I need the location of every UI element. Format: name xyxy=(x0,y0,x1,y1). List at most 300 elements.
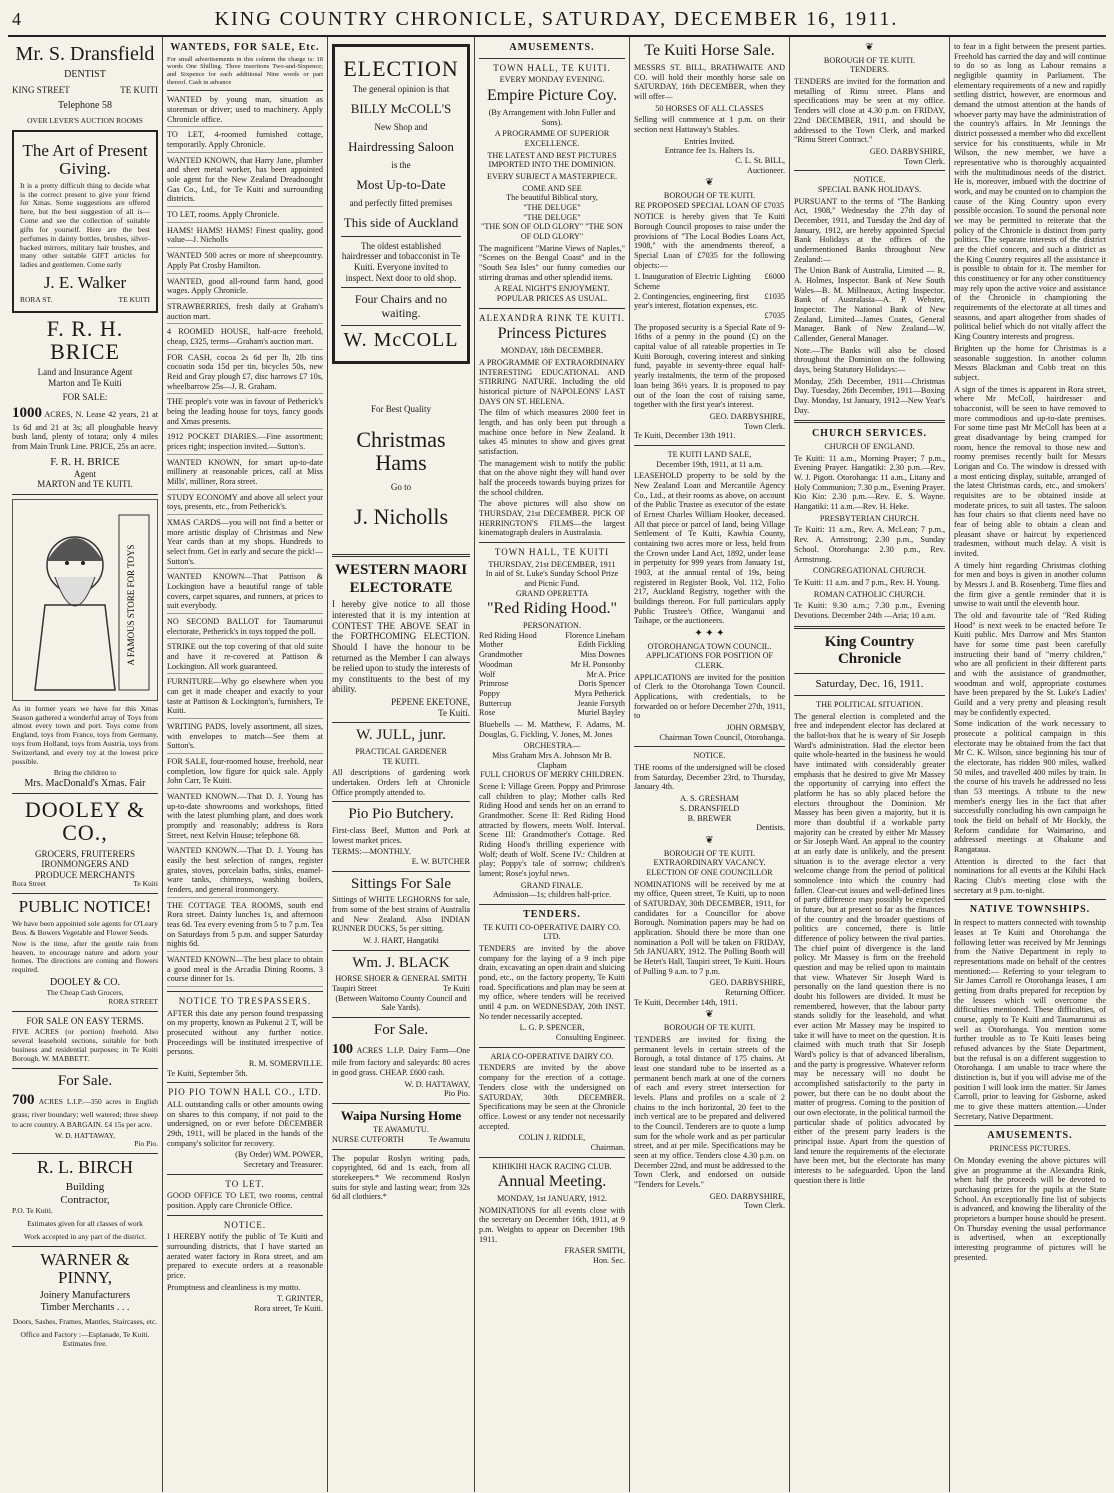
classified-ad: FURNITURE—Why go elsewhere when you can get it made cheaper and exactly to your taste at Pattison & Lockington's, furnishers, Te Kuiti. xyxy=(167,677,323,719)
dairy-body: TENDERS are invited by the above company for the laying of a 9 inch pipe drain, excavating an open drain and sluicing pond, etc., on the factory property, Te Kuiti road. Specifications and plan may be seen at my office, where tenders will be received until 4 p.m. on WEDNESDAY, 20th INST. No tender necessarily accepted. xyxy=(479,944,625,1021)
aid-line: In aid of St. Luke's Sunday School Prize and Picnic Fund. xyxy=(485,569,619,588)
classified-ad: WANTED KNOWN, that Harry Jane, plumber and sheet metal worker, has been appointed sole agent for the New Zealand Dreadnought Gas Co., Ltd., for Te Kuiti and surrounding districts. xyxy=(167,156,323,207)
col6-banks: The Union Bank of Australia, Limited — R. A. Holmes, Inspector. Bank of New South Wales—B. M. Millneaux, Acting Inspector. Bank of Australasia—A. P. Webster, Inspector. The National Bank of New Zealand, Limited—James Coates, General Manager. Bank of New Zealand—W. Callender, General Manager. xyxy=(794,266,945,343)
col6-holidays: SPECIAL BANK HOLIDAYS. xyxy=(817,184,922,194)
santa-illustration xyxy=(12,499,158,701)
levels-body: TENDERS are invited for fixing the permanent levels in certain streets of the Borough, a total distance of 175 chains. At least one standard tube to be inserted as a permanent bench mark at one of the corners of each and every street intersection for levels. Plans and profiles on a scale of 2 chains to the inch horizontal, 20 feet to the inch vertical are to be prepared and delivered to the Council. Tenderers are to quote a lump sum for the whole work and as per particular street, and at per mile. Specifications may be seen at my office. Tenders close 4.30 p.m. on December 22nd, and must be addressed to the Town Clerk, and endorsed on outside "Tenders for Levels." xyxy=(634,1034,785,1189)
dransfield-role: DENTIST xyxy=(64,69,106,80)
brice-line2: Marton and Te Kuiti xyxy=(48,377,122,388)
catholic-title: ROMAN CATHOLIC CHURCH. xyxy=(813,589,926,599)
column-4 xyxy=(475,37,630,1492)
warner-line4: Office and Factory :—Esplanade, Te Kuiti. xyxy=(20,1329,150,1339)
col7-body6: Some indication of the work necessary to prosecute a political campaign in this electorate may be obtained from the fact that Mr C. K. Wilson, since beginning his tour of the electorate, has ridden 900 miles, walked 50 miles, and travelled 400 miles by train. In the course of his travels he addressed no less than 53 meetings. A tribute to the new member's energy lies in the fact that after successfully concluding his own campaign he took the field on behalf of Mr Hockly, the Reform candidate for Waimarino, and addressed meetings at Ohakune and Rangataua. xyxy=(954,719,1106,855)
bill-name: C. L. St. BILL, xyxy=(735,155,785,165)
admission-line: Admission—1s; children half-price. xyxy=(492,890,611,900)
for-sale-name: W. D. HATTAWAY, xyxy=(55,1130,115,1140)
for-sale-town: Pio Pio. xyxy=(134,1139,158,1149)
church-header: CHURCH SERVICES. xyxy=(811,428,928,440)
presby-title: PRESBYTERIAN CHURCH. xyxy=(819,513,920,523)
loan-item-label: 1. Inauguration of Electric Lighting Scheme xyxy=(634,272,751,292)
native-body: In respect to matters connected with township leases at Te Kuiti and Otorohanga the following letter was received by Mr Jennings from the Native Department in reply to representations made on behalf of the centres mentioned:— Referring to your telegram to Sir James Carroll re Otorohanga leases, I am getting from drafts prepared for reception by the lessees which will overcome the difficulties mentioned. These difficulties, of course, apply to Te Kuiti and Taumarunui as well as Otorohanga. You mention some further trouble as to Te Kuiti leases being refused advances by the State Department, but the refusal is on a different suggestion to Otorohanga. I am unable to trace where the distinction is, but if you will advise me of the position I will look into the matter. Sir James Carroll, prior to leaving for Gisborne, asked me to give these matters attention.—Under Secretary, Native Department. xyxy=(954,918,1106,1121)
brice-name2: F. R. H. BRICE xyxy=(50,455,120,468)
election-body: The oldest established hairdresser and tobacconist in Te Kuiti. Everyone invited to inspect. Next door to old shop. xyxy=(341,240,461,283)
brice-ad xyxy=(12,317,158,490)
bluebells-line: Bluebells — M. Matthew, F. Adams, M. Douglas, G. Fickling, V. Jones, M. Jones xyxy=(479,719,625,739)
sale100-body: ACRES L.I.P. Dairy Farm—One mile from factory and saleyards: 80 acres in good grass. CHEAP. £600 cash. xyxy=(332,1045,470,1077)
loan-title: RE PROPOSED SPECIAL LOAN OF £7035 xyxy=(634,200,785,210)
monday-line: EVERY MONDAY EVENING. xyxy=(499,75,605,85)
dooley-line3: PRODUCE MERCHANTS xyxy=(35,869,135,880)
red-riding-title: "Red Riding Hood." xyxy=(487,600,617,618)
classified-ad: STRIKE out the top covering of that old suite and have it re-covered at Pattison & Lockington. All work guaranteed. xyxy=(167,642,323,674)
loan-total: £7035 xyxy=(764,311,785,321)
finale-line: GRAND FINALE. xyxy=(520,880,584,890)
jull-town: TE KUITI. xyxy=(382,756,420,766)
grinter-notice-body2: Promptness and cleanliness is my motto. xyxy=(167,1282,301,1292)
piopio-hall-title: PIO PIO TOWN HALL CO., LTD. xyxy=(168,1087,322,1098)
brice-acres: 1000 xyxy=(12,404,42,421)
cast-list xyxy=(479,631,625,718)
dransfield-ad xyxy=(12,44,158,126)
sittings-name: W. J. HART, Hangatiki xyxy=(363,935,439,945)
cast-actor: Florence Lineham xyxy=(565,630,625,640)
cast-role: Mother xyxy=(479,640,504,650)
dairy-role: Consulting Engineer. xyxy=(555,1033,625,1043)
birch-po: P.O. Te Kuiti. xyxy=(12,1206,53,1216)
orchestra-line: ORCHESTRA— xyxy=(523,741,581,751)
classified-ad: STUDY ECONOMY and above all select your toys, presents, etc., from Petherick's. xyxy=(167,493,323,515)
rink-title: ALEXANDRA RINK TE KUITI. xyxy=(479,312,625,323)
classified-ad: FOR CASH, cocoa 2s 6d per lb, 2lb tins cocoatin soda 15d per tin, bicycles 50s, new Reid and Gray plough £7, disc harrows £7 10s, wheelbarrow 25s—J. R. Graham. xyxy=(167,353,323,395)
column-1 xyxy=(8,37,163,1492)
grinter-notice-body: I HEREBY notify the public of Te Kuiti and surrounding districts, that I have started an aerated water factory in Rora street, and am prepared to execute orders at a reasonable price. xyxy=(167,1232,323,1281)
warner-line5: Estimates free. xyxy=(62,1338,108,1348)
classified-ad: 4 ROOMED HOUSE, half-acre freehold, cheap, £325, terms—Graham's auction mart. xyxy=(167,327,323,349)
election-line: The general opinion is that xyxy=(352,84,450,95)
returning-name: GEO. DARBYSHIRE, xyxy=(709,978,785,988)
glory-line: "THE SON OF OLD GLORY" "THE SON OF OLD GLORY" xyxy=(481,222,623,242)
cast-role: Rose xyxy=(479,708,496,718)
warner-line2: Timber Merchants . . . xyxy=(40,1302,130,1314)
election-line: BILLY McCOLL'S xyxy=(350,100,452,116)
cast-role: Primrose xyxy=(479,679,509,689)
loan-body2: The proposed security is a Special Rate of 9-16ths of a penny in the pound (£) on the capital value of all rateable properties in Te Kuiti Borough, covering interest and sinking fund, payable in seventy-three equal half-yearly instalments, the term of the proposed loan being 36½ years. It is proposed to pay out of the loan the cost of raising same, together with the first year's interest. xyxy=(634,322,785,410)
classified-ad: TO LET, 4-roomed furnished cottage, temporarily. Apply Chronicle. xyxy=(167,130,323,152)
dransfield-location: OVER LEVER'S AUCTION ROOMS xyxy=(27,116,143,126)
toys-shop: Mrs. MacDonald's Xmas. Fair xyxy=(24,777,146,789)
column-3 xyxy=(328,37,475,1492)
election-lines xyxy=(341,84,461,230)
cast-actor: Miss Downes xyxy=(580,650,625,660)
piopio-hall-role: Secretary and Treasurer. xyxy=(243,1160,323,1170)
butchery-terms: TERMS:—MONTHLY. xyxy=(332,847,411,857)
empire-latest: THE LATEST AND BEST PICTURES IMPORTED INTO THE DOMINION. xyxy=(487,150,617,170)
also-text: The above pictures will also show on THURSDAY, 21st DECEMBER. PICK OF HERRINGTON'S FILMS—the largest kinematograph dealers in Australasia. xyxy=(479,499,625,538)
election-line: New Shop and xyxy=(374,122,428,133)
dentist-notice-body: THE rooms of the undersigned will be closed from Saturday, December 23rd, to Thursday, January 4th. xyxy=(634,763,785,792)
trespass-body: AFTER this date any person found trespassing on my property, known as Pukenui 2 T, will be prosecuted without any further notice. Proceedings will be instituted irrespective of persons. xyxy=(167,1008,323,1057)
native-title: NATIVE TOWNSHIPS. xyxy=(969,904,1091,916)
aria-role: Chairman. xyxy=(590,1142,625,1152)
black-town: Te Kuiti xyxy=(443,984,470,993)
col6-tenders-body: TENDERS are invited for the formation and metalling of Rimu street. Plans and specifications may be seen at my office. Tenders will close at 4.30 p.m. on FRIDAY, 22nd DECEMBER, 1911, and should be addressed to the Town Clerk, and marked "Rimu Street Contract." xyxy=(794,77,945,145)
cast-role: Wolf xyxy=(479,669,496,679)
waipa-nurse: NURSE CUTFORTH xyxy=(332,1134,404,1144)
cast-row xyxy=(479,660,625,670)
dransfield-street: KING STREET xyxy=(12,84,70,95)
column-6 xyxy=(790,37,950,1492)
walker-body: It is a pretty difficult thing to decide what is the correct present to give your friend for Xmas. Some suggestions are offered here, but the best suggestion of all is—Come and see the collection of suitable gifts for yourself. Here are the best perfumes in dainty bottles, brushes, silver-backed mirrors, military hair brushes, and many other suitable GIFT articles for ladies and gentlemen. Come early xyxy=(20,180,150,270)
dentists-list xyxy=(634,794,785,823)
kihikihi-title: KIHIKIHI HACK RACING CLUB. xyxy=(492,1161,612,1171)
dooley-name: DOOLEY & CO., xyxy=(24,797,146,846)
trespass-date: Te Kuiti, September 5th. xyxy=(167,1068,248,1078)
ormsby-role: Chairman Town Council, Otorohanga. xyxy=(659,732,785,742)
dransfield-town: TE KUITI xyxy=(120,84,158,95)
black-street: Taupiri Street xyxy=(332,984,377,993)
walker-street: RORA ST. xyxy=(20,295,53,305)
horse-sale-entries: Entries Invited. xyxy=(684,136,735,146)
real-night: A REAL NIGHT'S ENJOYMENT. POPULAR PRICES AS USUAL. xyxy=(494,284,610,304)
classified-ad: XMAS CARDS—you will not find a better or more artistic display of Christmas and New Year cards than at my shops. Hundreds to select from. Get in early and secure the pick!—Sutton's. xyxy=(167,518,323,569)
waipa-town: TE AWAMUTU. xyxy=(373,1125,429,1135)
col7-body3: A sign of the times is apparent in Rora street, where Mr McColl, hairdresser and tobacconist, will be seen to have removed to more commodious and up-to-date premises. For some time past Mr McColl has been at a great disadvantage by being cramped for room, hence the removal to those new and roomy premises recently built for Messrs Lorigan and Co. The window is dressed with a most enticing display, suitable, arranged of the latest Christmas cards, etc., and smokers' requisites are to be obtained inside at moderate prices, to suit all tastes. The saloon has four chairs so that clients need have no fear of being able to obtain a clean and pleasant shave or haircut by experienced tradesmen, without much delay. A visit is invited. xyxy=(954,384,1106,558)
election-line: is the xyxy=(391,159,411,170)
tenders-header: TENDERS. xyxy=(523,908,581,920)
election-line: and perfectly fitted premises xyxy=(349,197,453,208)
brice-for-sale: FOR SALE: xyxy=(62,392,108,403)
warner-line3: Doors, Sashes, Frames, Mantles, Staircases, etc. xyxy=(12,1316,158,1326)
classified-ad: WANTED KNOWN.—That D. J. Young has easily the best selection of ranges, register grates, stoves, porcelain baths, sinks, enamel-ware tanks, chimneys, washing boilers, fenders, and general ironmongery. xyxy=(167,846,323,897)
trespass-title: NOTICE TO TRESPASSERS. xyxy=(178,996,312,1007)
to-let-body: GOOD OFFICE TO LET, two rooms, central position. Apply care Chronicle Office. xyxy=(167,1191,323,1211)
cast-actor: Muriel Bayley xyxy=(577,708,625,718)
deluge-1: "THE DELUGE" xyxy=(523,203,581,212)
classified-ad: TO LET, rooms. Apply Chronicle. xyxy=(167,210,323,223)
borough-title: BOROUGH OF TE KUITI. xyxy=(663,191,756,201)
butchery-title: Pio Pio Butchery. xyxy=(348,806,454,823)
empire-programme: A PROGRAMME OF SUPERIOR EXCELLENCE. xyxy=(494,129,610,148)
dransfield-phone: Telephone 58 xyxy=(57,100,112,112)
easy-terms-body: FIVE ACRES (or portion) freehold. Also several leasehold sections, suitable for both business and residential purposes; in Te Kuiti Borough. W. MABBETT. xyxy=(12,1027,158,1063)
public-notice-name: DOOLEY & CO. xyxy=(50,977,120,989)
cast-role: Red Riding Hood xyxy=(479,630,537,640)
classified-ad: WANTED KNOWN—That Pattison & Lockington have a beautiful range of table covers, carpet squares, and runners, at prices to suit everybody. xyxy=(167,572,323,614)
classified-ad: FOR SALE, four-roomed house, freehold, near completion, low figure for quick sale. Apply John Carr, Te Kuiti. xyxy=(167,757,323,789)
cast-role: Woodman xyxy=(479,659,513,669)
public-notice-street: RORA STREET xyxy=(108,996,158,1006)
walker-town: TE KUITI xyxy=(118,295,150,305)
amusements-header: AMUSEMENTS. xyxy=(509,42,595,53)
col7-body2: Brighten up the home for Christmas is a seasonable suggestion. In another column Messrs Blackman and Cobb treat on this subject. xyxy=(954,343,1106,382)
loan-date: Te Kuiti, December 13th 1911. xyxy=(634,431,736,441)
loan-item-amount: £1035 xyxy=(764,291,785,301)
fraser-role: Hon. Sec. xyxy=(592,1256,625,1266)
classified-ad: WANTED KNOWN, for smart up-to-date millinery at reasonable prices, call at Miss Mills', milliner, Rora street. xyxy=(167,458,323,490)
england-title: CHURCH OF ENGLAND. xyxy=(824,442,915,452)
piopio-hall-order: (By Order) WM. POWER, xyxy=(235,1150,323,1160)
easy-terms-title: FOR SALE ON EASY TERMS. xyxy=(26,1015,144,1026)
england-body: Te Kuiti: 11 a.m., Morning Prayer; 7 p.m., Evening Prayer. Hangatiki: 2.30 p.m.—Rev. W. J. Pigott. Otorohanga: 11 a.m., Litany and Holy Communion; 7.30 p.m., Evening Prayer. Kio Kio: 2.30 p.m.—Rev. E. S. Wayne. Hangatiki: 11 a.m.—Rev. H. Heke. xyxy=(794,453,946,512)
col7-princess: PRINCESS PICTURES. xyxy=(989,1144,1071,1154)
western-maori-title: WESTERN MAORI ELECTORATE xyxy=(334,562,468,596)
horse-sale-body: MESSRS ST. BILL, BRATHWAITE AND CO. will hold their monthly horse sale on SATURDAY, 16th DECEMBER, when they will offer— xyxy=(634,62,785,101)
horse-sale-selling: Selling will commence at 1 p.m. on their section next Hattaway's Stables. xyxy=(634,115,785,134)
cast-row xyxy=(479,640,625,650)
loan-item-label: 2. Contingencies, engineering, first year's interest, flotation expenses, etc. xyxy=(634,291,759,311)
classified-ad: 1912 POCKET DIARIES.—Fine assortment; prices right; inspection invited.—Sutton's. xyxy=(167,432,323,454)
classified-ad: WANTED KNOWN—The best place to obtain a good meal is the Arcadia Dining Rooms. 3 course dinner for 1s. xyxy=(167,955,323,987)
birch-name: R. L. BIRCH xyxy=(36,1157,133,1178)
returning-role: Returning Officer. xyxy=(725,988,785,998)
masthead-title: KING COUNTRY CHRONICLE, SATURDAY, DECEMBER 16, 1911. xyxy=(214,8,899,30)
cast-actor: Mr H. Ponsonby xyxy=(570,659,625,669)
empire-arrangement: (By Arrangement with John Fuller and Sons). xyxy=(488,107,616,127)
mccoll-name: W. McCOLL xyxy=(343,328,459,351)
nicholls-name: J. Nicholls xyxy=(353,504,449,529)
grinter-notice-title: NOTICE. xyxy=(223,1219,267,1230)
dairy-name: L. G. P. SPENCER, xyxy=(519,1023,585,1033)
levels-role: Town Clerk. xyxy=(744,1201,785,1211)
roslyn-ad: The popular Roslyn writing pads, copyrighted, 6d and 1s each, from all storekeepers.* We recommend Roslyn suits for style and lasting wear; from 32s 6d all clothiers.* xyxy=(332,1153,470,1202)
cast-row xyxy=(479,650,625,660)
loan-item-amount: £6000 xyxy=(764,272,785,282)
borough-crest-icon: ❦ xyxy=(705,177,714,189)
cong-title: CONGREGATIONAL CHURCH. xyxy=(813,566,926,576)
orchestra-names: Miss Graham Mrs A. Johnson Mr B. Clapham xyxy=(492,750,612,770)
black-name: Wm. J. BLACK xyxy=(352,954,450,971)
toys-side-text: A FAMOUS STORE FOR TOYS xyxy=(126,544,136,666)
birch-line2: Contractor, xyxy=(60,1194,110,1207)
western-maori-body: I hereby give notice to all those interested that it is my intention at CONTEST THE ABOVE SEAT in the FORTHCOMING ELECTION. Should I have the honour to be returned as the Member I can always be relied upon to study the interests of my constituents to the best of my ability. xyxy=(332,599,470,695)
election-waiting: Four Chairs and no waiting. xyxy=(354,292,448,321)
borough-crest-icon-3: ❦ xyxy=(705,1009,714,1021)
dentist-name: S. DRANSFIELD xyxy=(679,803,740,813)
sale100-acres: 100 xyxy=(332,1041,353,1057)
dooley-ad xyxy=(12,798,158,889)
annual-title: Annual Meeting. xyxy=(497,1173,607,1191)
annual-date: MONDAY, 1st JANUARY, 1912. xyxy=(497,1194,607,1204)
sale100-name: W. D. HATTAWAY, xyxy=(404,1079,470,1089)
loan-item-row xyxy=(634,272,785,291)
public-notice-body2: Now is the time, after the gentle rain from heaven, to encourage nature and adorn your homes. The directions are coming and flowers required. xyxy=(12,938,158,975)
warner-name: WARNER & PINNY, xyxy=(40,1249,130,1287)
apps-title: APPLICATIONS FOR POSITION OF CLERK. xyxy=(645,651,774,671)
personation-line: PERSONATION. xyxy=(523,621,581,631)
scenes-text: Scene I: Village Green. Poppy and Primrose call children to play; Mother calls Red Riding Hood and sends her on an errand to Grandmother. Scene II: Red Riding Hood attracted by flowers, meets Wolf. Interval. Scene III: Grandmother's Cottage. Red Riding Hood's thrilling experience with Wolf; death of Wolf. Scene IV.: Children at play; Poppy's tale of sorrow; children's lament; Rose's joyful news. xyxy=(479,781,625,878)
birch-line1: Building xyxy=(65,1181,105,1194)
column-2 xyxy=(163,37,328,1492)
public-notice-body1: We have been appointed sole agents for O'Leary Bros. & Bowers Vegetable and Flower Seeds. xyxy=(12,919,158,937)
eketone-name: PEPENE EKETONE, xyxy=(391,696,470,707)
borough-crest-icon-2: ❦ xyxy=(705,834,714,846)
ormsby-name: JOHN ORMSBY, xyxy=(726,723,785,733)
classified-ad: WANTED by young man, situation as storeman or driver; used to machinery. Apply Chronicle office. xyxy=(167,95,323,127)
otor-title: OTOROHANGA TOWN COUNCIL. xyxy=(647,641,772,651)
wanteds-list xyxy=(167,95,323,987)
classified-ad: HAMS! HAMS! HAMS! Finest quality, good value—J. Nicholls xyxy=(167,226,323,248)
cast-row xyxy=(479,708,625,718)
vacancy-title: EXTRAORDINARY VACANCY. xyxy=(653,858,766,868)
classified-ad: NO SECOND BALLOT for Taumarunui electorate, Petherick's in toys topped the poll. xyxy=(167,617,323,639)
masthead xyxy=(8,6,1106,37)
black-role: HORSE SHOER & GENERAL SMITH xyxy=(335,974,467,984)
hams-go: Go to xyxy=(390,482,412,493)
for-sale-title: For Sale. xyxy=(57,1072,113,1089)
cast-role: Grandmother xyxy=(479,650,523,660)
black-note: (Between Waitomo County Council and Sale Yards). xyxy=(335,993,467,1013)
classified-ad: WANTED KNOWN.—That D. J. Young has up-to-date showrooms and workshops, fitted with the latest plumbing plant, and does work promptly and reasonably; address is Rora Street, next Kelvin House; telephone 68. xyxy=(167,792,323,843)
public-notice-tagline: The Cheap Cash Grocers, xyxy=(46,987,124,997)
classified-ad: WANTED 500 acres or more of sheepcountry. Apply Pat Crosby Hamilton. xyxy=(167,251,323,273)
for-sale-acres: 700 xyxy=(12,1092,35,1109)
birch-work: Work accepted in any part of the district. xyxy=(23,1231,147,1241)
cast-row xyxy=(479,679,625,689)
levels-name: GEO. DARBYSHIRE, xyxy=(709,1191,785,1201)
ornament-icon: ✦ ✦ ✦ xyxy=(694,627,725,639)
dentist-name: B. BREWER xyxy=(687,813,732,823)
aria-body: TENDERS are invited by the above company for the erection of a cottage. Tenders close with the undersigned on SATURDAY, 30th DECEMBER. Specifications may be seen at the Chronicle office. Lowest or any tender not necessarily accepted. xyxy=(479,1063,625,1131)
catholic-body: Te Kuiti: 9.30 a.m.; 7.30 p.m., Evening Devotions. December 24th —Aria; 10 a.m. xyxy=(794,601,945,620)
col7-body5: The old and favourite tale of "Red Riding Hood" is next week to be enacted before Te Kuiti public. Mrs Darrow and Mrs Stanton have for some time past been carefully instructing their band of "merry children," who are all proficient in their different parts and with the assistance of grandmother, woodman and wolf, appropriate costumes have been prepared by the St. Luke's Ladies' Guild and a very pretty and pleasing result may be confidently expected. xyxy=(954,610,1106,717)
horse-sale-fee: Entrance fee 1s. Halters 1s. xyxy=(664,146,755,156)
operetta-line: GRAND OPERETTA xyxy=(515,588,589,598)
dentists-role: Dentists. xyxy=(756,823,785,833)
mgmt-text: The management wish to notify the public that on the above night they will hand over half the proceeds towards buying prizes for the school children. xyxy=(479,458,625,497)
cast-role: Buttercup xyxy=(479,698,512,708)
paper-title: King Country Chronicle xyxy=(824,633,915,668)
sale100-town: Pio Pio. xyxy=(444,1089,470,1099)
election-councillor: ELECTION OF ONE COUNCILLOR xyxy=(646,867,773,877)
column-5 xyxy=(630,37,790,1492)
election-line: Most Up-to-Date xyxy=(356,176,446,192)
dooley-street: Rora Street xyxy=(12,879,46,889)
eketone-town: Te Kuiti. xyxy=(438,707,470,718)
toys-body: As in former years we have for this Xmas Season gathered a wonderful array of Toys from almost every town and port. Toys come from England, toys from France, toys from Germany, toys from Holland, toys from Austria, toys from Switzerland, and every toy at the lowest price possible. xyxy=(12,703,158,766)
wanteds-header: WANTEDS, FOR SALE, Etc. xyxy=(170,42,320,53)
col6-note: Note.—The Banks will also be closed throughout the Dominion on the following days, being Statutory Holidays:— xyxy=(794,345,945,374)
election-line: Hairdressing Saloon xyxy=(348,138,454,154)
waipa-nurse-town: Te Awamutu xyxy=(428,1134,470,1144)
col6-geo: GEO. DARBYSHIRE, xyxy=(869,146,945,156)
butchery-body: First-class Beef, Mutton and Pork at lowest market prices. xyxy=(332,825,470,845)
column-7 xyxy=(950,37,1110,1492)
napoleon-text: A PROGRAMME OF EXTRAORDINARY INTERESTING EDUCATIONAL AND STIRRING NATURE. Including the old historical picture of NAPOLEONS' LAST DAYS ON ST. HELENA. xyxy=(479,357,625,406)
cast-actor: Edith Fickling xyxy=(577,640,625,650)
classified-ad: THE people's vote was in favour of Petherick's being the leading house for toys, fancy goods and Xmas presents. xyxy=(167,397,323,429)
apps-body: APPLICATIONS are invited for the position of Clerk to the Otorohanga Town Council. Applications, with credentials, to be forwarded on or before December 27th, 1911, to xyxy=(634,672,785,721)
fraser-name: FRASER SMITH, xyxy=(564,1246,625,1256)
deluge-intro: The beautiful Biblical story, xyxy=(506,193,598,203)
col7-body1: to fear in a fight between the present parties. Freehold has carried the day and will continue to do so as long as Labour remains a negligible quantity in Parliament. The elementary requirements of a new and rapidly settling district, however, are enormous and demand the utmost attention at the hands of whoever party may have the administration of the country's affairs. In Mr Jennings the district possessed a member who did excellent service for his constituents, while in Mr Wilson, the new member, we have a representative who is thoroughly acquainted with the multitudinous needs of the district. He is, moreover, imbued with the doctrine of work, and may be counted on to champion the cause of the King Country upon every possible occasion. To sound the personal note we may be permitted to reiterate that the policy of the Chronicle is distinct from party politics. The separate interests of the district are the chief concern, and such a district as the King Country requires all the assistance it is possible to obtain for it. The member for this constituency or for any other constituency may rely upon the active voice and assistance of the Chronicle in championing the requirements of the electorate at all times and seasons, and apart altogether from shades of political belief which do not vitally affect the King Country interests and progress. xyxy=(954,42,1106,342)
cast-row xyxy=(479,689,625,699)
political-body: The general election is completed and the free and independent elector has declared at the ballot-box that he is weary of Sir Joseph Ward's administration. Had the elector been quite whole-hearted in the business he would have intimated with considerably greater emphasis that he desired to give Mr Massey the opportunity of carrying into effect the platform he has so ably placed before the electors throughout the Dominion. Mr Massey has been given a majority, but it is more than doubtful if a workable party majority can be created by either Mr Massey or Sir Joseph Ward. An appeal to the country at an early date is unlikely, and the present situation is to the average elector a very welcome change from the period of political somnolence into which the country had fallen. Clear-cut issues and well-defined lines of party difference may possibly be expected in future, but at present so far as the finances of the country and the broader questions of politics are concerned, there is little difference of policy between the rival parties. The chief point of divergence is the land policy. Mr Massey is firm on the freehold question and may be relied upon to maintain that view. Whatever Sir Joseph Ward is personally on the land question there is no doubt his followers are divided. It must be remembered, however, that the labour party stands solidly for the leasehold, and what ever action Mr Massey may be inspired to take it will have to meet on the question. It is claimed with much truth that Sir Joseph Ward's policy is that of advanced liberalism, and the party is progressive. Whatever reform may be necessary will no doubt be accomplished satisfactorily to the party in power, but there can be no doubt about the matter of progress. Coming to the position of our own electorate, in the political turmoil the particular shade of politics advocated by either of the present party leaders is the principal issue. Apart from the question of land tenure the requirements of the electorate have been met, but the electorate has many interests to be safeguarded. Upon the land question there is little xyxy=(794,711,945,1185)
col6-holidays-body: PURSUANT to the terms of "The Banking Act, 1908," Wednesday the 27th day of December, 1911, and Tuesday the 2nd day of January, 1912, are hereby appointed Special Bank Holidays at the offices of the undermentioned Banks throughout New Zealand:— xyxy=(794,196,945,264)
col7-amusements: AMUSEMENTS. xyxy=(987,1130,1073,1142)
election-box xyxy=(332,44,470,364)
warner-line1: Joinery Manufacturers xyxy=(39,1290,131,1302)
aria-name: COLIN J. RIDDLE, xyxy=(518,1133,586,1143)
sittings-title: Sittings For Sale xyxy=(350,875,451,892)
col6-clerk: Town Clerk. xyxy=(904,156,945,166)
toys-ad xyxy=(12,499,158,790)
hall-title: TOWN HALL, TE KUITI. xyxy=(493,62,611,73)
grinter-name: T. GRINTER, xyxy=(276,1294,323,1304)
princess-title: Princess Pictures xyxy=(497,325,607,343)
paper-date: Saturday, Dec. 16, 1911. xyxy=(815,677,924,690)
kihikihi-nominations: NOMINATIONS for all events close with the secretary on December 16th, 1911, at 9 p.m. Weights to appear on December 19th 1911. xyxy=(479,1205,625,1244)
cast-role: Poppy xyxy=(479,688,500,698)
bill-role: Auctioneer. xyxy=(747,165,785,175)
page-number: 4 xyxy=(12,9,21,29)
election-body-text: NOMINATIONS will be received by me at my office, Queen street, Te Kuiti, up to noon of SATURDAY, 30th DECEMBER, 1911, for candidates for a Councillor for above Borough. Nomination papers may be had on application. Should there be more than one nomination a Poll will be taken on FRIDAY, 5th JANUARY, 1912. The Polling Booth will be Hetet's Hall, Taupiri street, Te Kuiti. Hours of Polling 9 a.m. to 7 p.m. xyxy=(634,879,785,976)
to-let-title: TO LET. xyxy=(225,1178,265,1189)
cast-row xyxy=(479,631,625,641)
returning-date: Te Kuiti, December 14th, 1911. xyxy=(634,997,738,1007)
land-sale-date: December 19th, 1911, at 11 a.m. xyxy=(656,459,763,469)
hams-title: Christmas Hams xyxy=(356,427,446,476)
public-notice-title: PUBLIC NOTICE! xyxy=(18,897,152,917)
loan-item-row xyxy=(634,292,785,311)
waipa-title: Waipa Nursing Home xyxy=(340,1107,462,1123)
dairy-title: TE KUITI CO-OPERATIVE DAIRY CO. LTD. xyxy=(483,922,621,942)
butchery-name: E. W. BUTCHER xyxy=(411,856,470,866)
empire-every: EVERY SUBJECT A MASTERPIECE. xyxy=(486,171,618,181)
col7-princess-body: On Monday evening the above pictures will give an programme at the Alexandra Rink, when half the proceeds will be devoted to purchasing prizes for the pupils at the State School. An exceptionally fine list of subjects is advanced, and knowing the liberality of the proprietors a bumper house should be present. On Thursday evening the usual performance is advertised, when an exceptionally interesting programme of pictures will be presented. xyxy=(954,1155,1106,1262)
public-notice-ad xyxy=(12,898,158,1006)
dentist-name: A. S. GRESHAM xyxy=(680,794,739,804)
col6-borough: BOROUGH OF TE KUITI. xyxy=(823,55,916,65)
grinter-address: Rora street, Te Kuiti. xyxy=(254,1304,323,1314)
election-line: This side of Auckland xyxy=(343,214,459,230)
wanteds-rates: For small advertisements in this column the charge is: 18 words One Shilling. Three insertions Two-and-Sixpence; and Sixpence for each additional Nine words or part thereof. Cash in advance xyxy=(167,55,323,86)
dransfield-name: Mr. S. Dransfield xyxy=(15,43,155,65)
election-title: ELECTION xyxy=(343,56,459,81)
borough3-title: BOROUGH OF TE KUITI. xyxy=(663,1023,756,1033)
aria-title: ARIA CO-OPERATIVE DAIRY CO. xyxy=(490,1051,614,1061)
cast-actor: Mr A. Price xyxy=(586,669,625,679)
cast-row xyxy=(479,699,625,709)
deluge-2: "THE DELUGE" xyxy=(523,212,581,222)
col7-body7: Attention is directed to the fact that nominations for all events at the Kihihi Hack Racing Club's meeting close with the secretary at 9 p.m. to-night. xyxy=(954,856,1106,895)
walker-name: J. E. Walker xyxy=(43,273,127,293)
dooley-line2: IRONMONGERS AND xyxy=(41,859,129,870)
geo-name: GEO. DARBYSHIRE, xyxy=(709,411,785,421)
brice-line1: Land and Insurance Agent xyxy=(37,367,133,378)
santa-icon xyxy=(15,505,155,695)
brice-towns: MARTON and TE KUITI. xyxy=(37,479,133,490)
brice-agent: Agent xyxy=(74,468,96,479)
horse-sale-horses: 50 HORSES OF ALL CLASSES xyxy=(655,103,764,113)
classified-ad: THE COTTAGE TEA ROOMS, south end Rora street. Dainty lunches 1s, and afternoon teas 6d. Tea every evening from 5 to 7 p.m. Tea on Saturdays from 5 p.m. and supper Saturday nights 6d. xyxy=(167,901,323,952)
piopio-hall-body: ALL outstanding calls or other amounts owing on shares to this company, if not paid to the undersigned, on or ever before DECEMBER 29th, 1911, will be placed in the hands of the company's solicitor for recovery. xyxy=(167,1100,323,1148)
classified-ad: WRITING PADS, lovely assortment, all sizes, with envelopes to match—See them at Sutton's. xyxy=(167,722,323,754)
hams-line1: For Best Quality xyxy=(371,403,431,414)
trespass-name: R. M. SOMERVILLE. xyxy=(248,1059,323,1069)
loan-items xyxy=(634,272,785,311)
cast-actor: Doris Spencer xyxy=(578,679,625,689)
dentist-notice-title: NOTICE. xyxy=(693,751,726,761)
cong-body: Te Kuiti: 11 a.m. and 7 p.m., Rev. H. Young. xyxy=(794,577,940,587)
empire-body: The magnificent "Marine Views of Naples," "Scenes on the Bengal Coast" and in the "South Sea Isles" our funny comedies our stirring dramas and other splendid items. xyxy=(479,243,625,282)
cast-actor: Myra Petherick xyxy=(574,688,625,698)
thursday-line: THURSDAY, 21st DECEMBER, 1911 xyxy=(488,559,616,569)
col7-body4: A timely hint regarding Christmas clothing for men and boys is given in another column by Messrs J. and B. Rosenberg. Time flies and the firm give a gentle reminder that it is unwise to wait until the eleventh hour. xyxy=(954,560,1106,609)
jull-name: W. JULL, junr. xyxy=(356,727,446,744)
jull-role: PRACTICAL GARDENER xyxy=(355,746,447,756)
col6-days: Monday, 25th December, 1911—Christmas Day. Tuesday, 26th December, 1911—Boxing Day. Monday, 1st January, 1912—New Year's Day. xyxy=(794,376,945,415)
land-sale-title: TE KUITI LAND SALE, xyxy=(667,449,752,459)
